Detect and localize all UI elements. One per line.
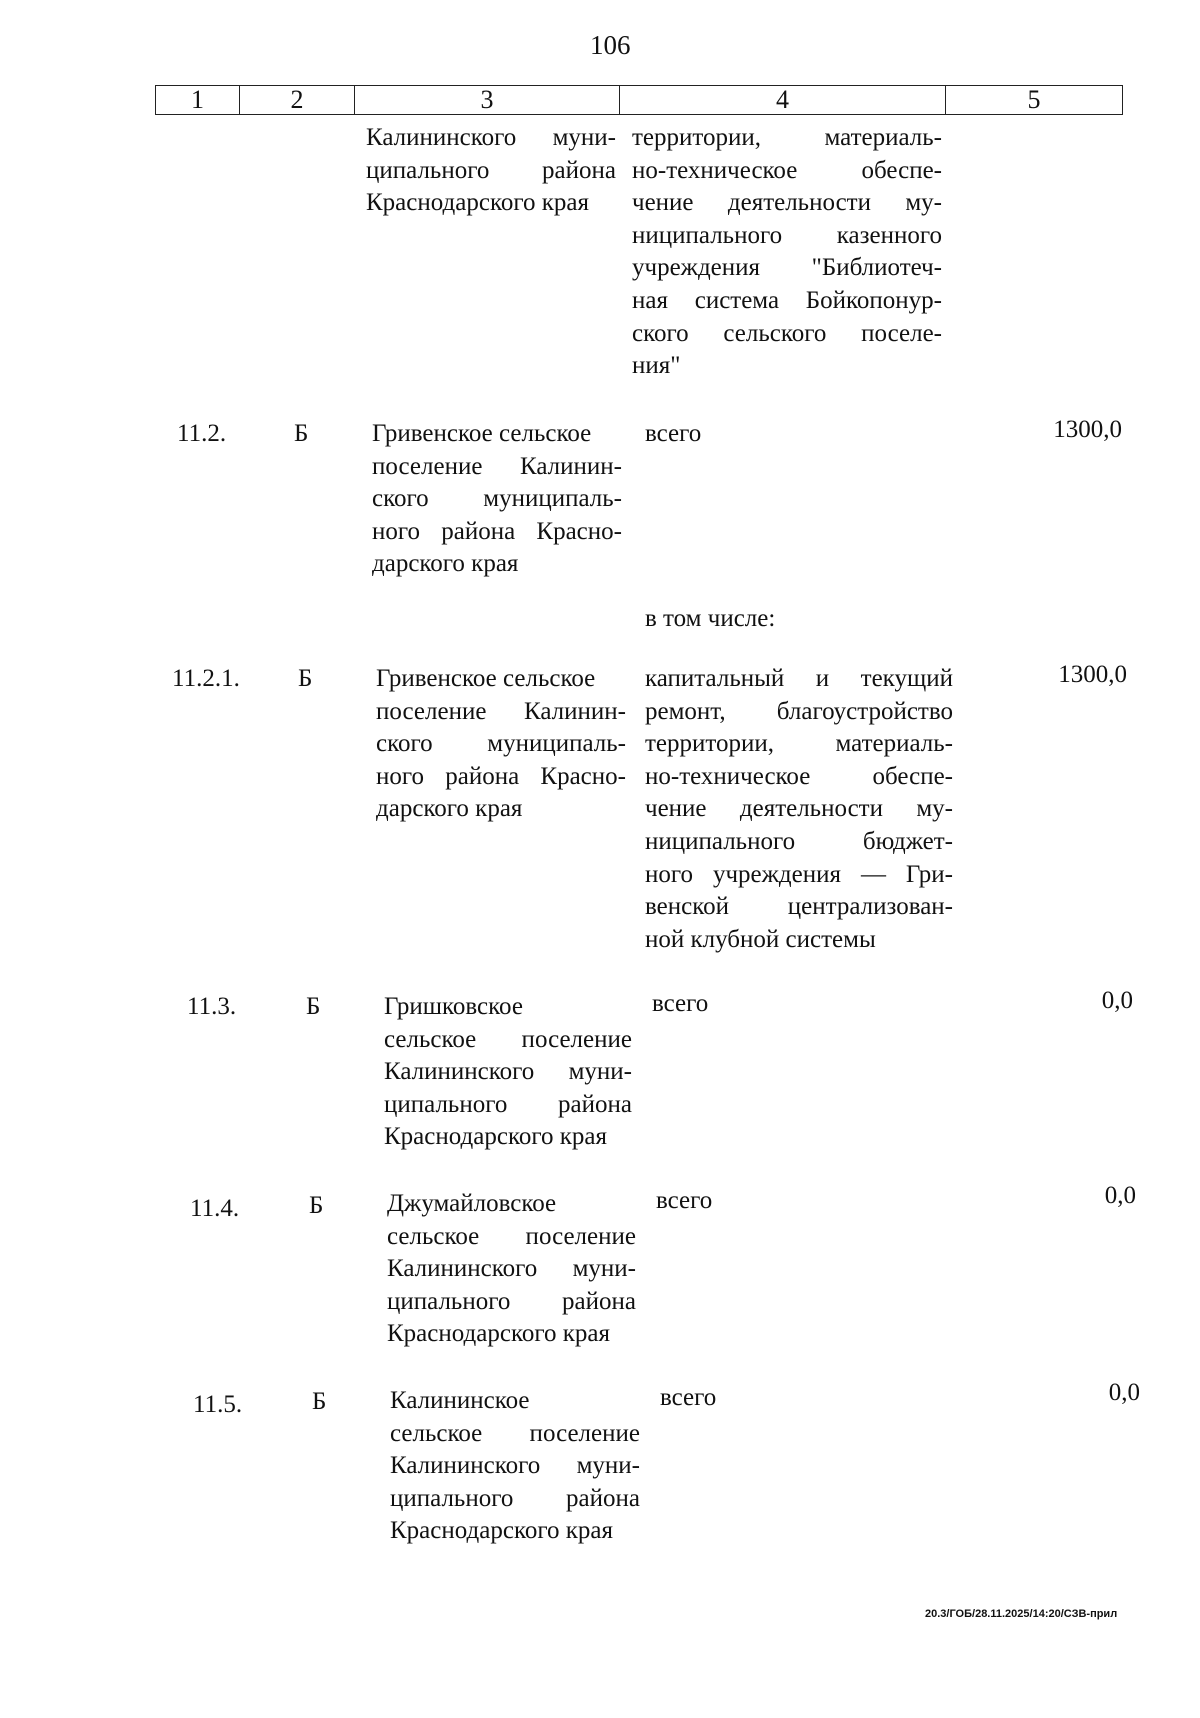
row-name-cell [376, 663, 626, 826]
row-name-cell [372, 418, 622, 581]
row-code: Б [294, 420, 309, 447]
row-purpose-cell [645, 663, 953, 956]
continuation-name-cell [366, 122, 616, 220]
row-amount: 1300,0 [1058, 661, 1127, 688]
row-amount: 1300,0 [1053, 416, 1122, 443]
text-line: территории, материаль- [632, 124, 942, 151]
text-line: чение деятельности му- [645, 795, 953, 823]
text-line: ния" [632, 352, 681, 380]
text-line: Джумайловское [387, 1190, 557, 1217]
row-purpose: всего [645, 420, 702, 447]
text-line: капитальный и текущий [645, 665, 953, 692]
text-line: сельское поселение [390, 1419, 640, 1447]
text-line: ципального района [390, 1484, 640, 1512]
text-line: ципального района [366, 156, 616, 184]
row-number: 11.4. [190, 1195, 240, 1222]
text-line: Калининского муни- [390, 1452, 640, 1480]
row-purpose: всего [656, 1187, 713, 1214]
text-line: но-техническое обеспе- [645, 762, 953, 790]
text-line: Краснодарского края [387, 1320, 610, 1348]
row-name-cell [384, 991, 632, 1154]
text-line: ского муниципаль- [372, 485, 622, 513]
row-code: Б [298, 665, 313, 692]
row-purpose: всего [652, 990, 709, 1017]
row-name-cell [387, 1188, 636, 1351]
text-line: ниципального бюджет- [645, 827, 953, 855]
text-line: ная система Бойкопонур- [632, 286, 942, 314]
document-footer-code: 20.3/ГОБ/28.11.2025/14:20/СЗВ-прил [925, 1608, 1118, 1620]
text-line: ного района Красно- [372, 517, 622, 545]
text-line: сельское поселение [387, 1222, 636, 1250]
row-number: 11.5. [193, 1391, 243, 1418]
text-line: Гривенское сельское [372, 420, 592, 447]
row-name-cell [390, 1385, 640, 1548]
text-line: Гришковское [384, 993, 523, 1020]
header-cell-3: 3 [355, 86, 620, 114]
text-line: ремонт, благоустройство [645, 697, 953, 725]
text-line: дарского края [372, 550, 519, 578]
row-code: Б [309, 1192, 324, 1219]
text-line: Краснодарского края [384, 1123, 607, 1151]
row-code: Б [306, 993, 321, 1020]
text-line: ной клубной системы [645, 925, 876, 953]
text-line: венской централизован- [645, 893, 953, 921]
text-line: сельское поселение [384, 1025, 632, 1053]
header-cell-4: 4 [620, 86, 946, 114]
text-line: ципального района [387, 1287, 636, 1315]
row-number: 11.3. [187, 993, 237, 1020]
text-line: Калининского муни- [384, 1058, 632, 1086]
text-line: ского сельского поселе- [632, 319, 942, 347]
header-cell-2: 2 [240, 86, 355, 114]
text-line: ского муниципаль- [376, 730, 626, 758]
row-amount: 0,0 [1104, 1182, 1136, 1209]
text-line: Калининского муни- [387, 1255, 636, 1283]
text-line: но-техническое обеспе- [632, 156, 942, 184]
row-subheading: в том числе: [645, 605, 776, 632]
row-number: 11.2.1. [172, 665, 240, 692]
text-line: чение деятельности му- [632, 189, 942, 217]
row-amount: 0,0 [1108, 1379, 1140, 1406]
table-header-row [155, 85, 1123, 115]
header-cell-1: 1 [156, 86, 240, 114]
text-line: ципального района [384, 1090, 632, 1118]
text-line: поселение Калинин- [372, 452, 622, 480]
page-number: 106 [590, 30, 631, 60]
row-number: 11.2. [177, 420, 227, 447]
row-amount: 0,0 [1101, 987, 1133, 1014]
text-line: ного района Красно- [376, 762, 626, 790]
text-line: Калининского муни- [366, 124, 616, 151]
text-line: поселение Калинин- [376, 697, 626, 725]
text-line: дарского края [376, 795, 523, 823]
text-line: Калининское [390, 1387, 530, 1414]
text-line: ниципального казенного [632, 221, 942, 249]
text-line: учреждения "Библиотеч- [632, 254, 942, 282]
text-line: Гривенское сельское [376, 665, 596, 692]
text-line: территории, материаль- [645, 730, 953, 758]
text-line: Краснодарского края [366, 189, 589, 217]
text-line: ного учреждения — Гри- [645, 860, 953, 888]
continuation-purpose-cell [632, 122, 942, 383]
header-cell-5: 5 [1027, 85, 1041, 114]
text-line: Краснодарского края [390, 1517, 613, 1545]
row-purpose: всего [660, 1384, 717, 1411]
row-code: Б [312, 1388, 327, 1415]
